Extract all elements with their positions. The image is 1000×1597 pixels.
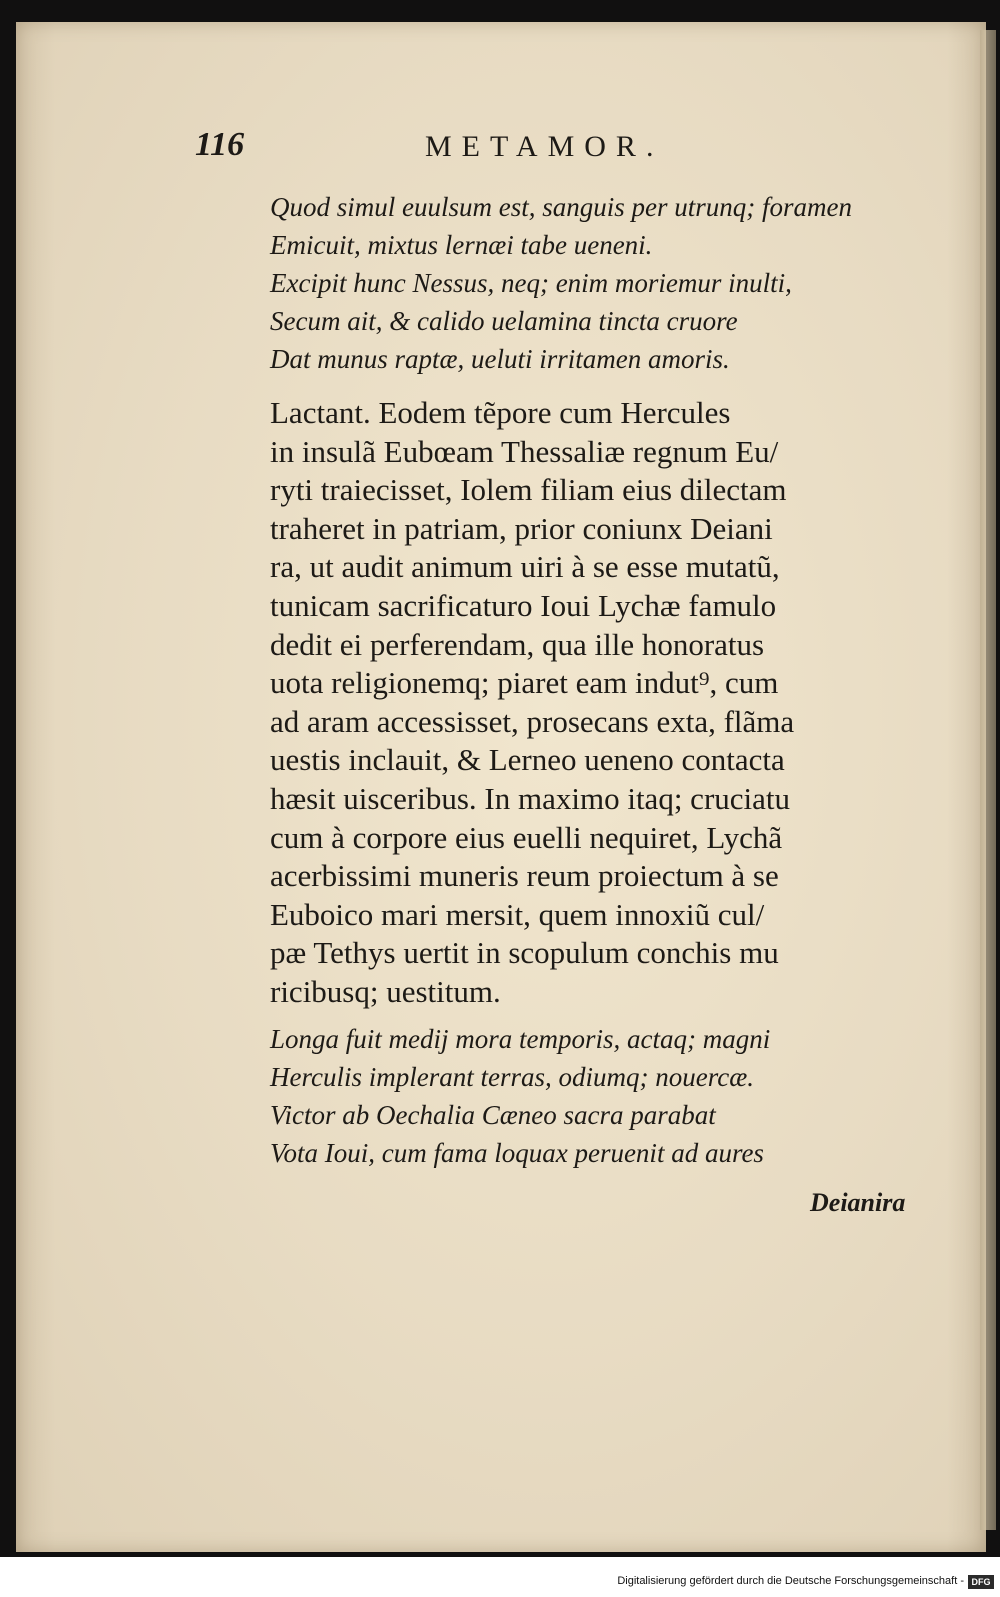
verse-block-1 [270, 188, 910, 378]
prose-line: ricibusq; uestitum. [270, 973, 501, 1009]
prose-line: ryti traiecisset, Iolem filiam eius dilectam [270, 472, 787, 508]
verse-line: Secum ait, & calido uelamina tincta cruore [270, 306, 738, 336]
verse-line: Vota Ioui, cum fama loquax peruenit ad aures [270, 1138, 764, 1168]
prose-line: traheret in patriam, prior coniunx Deiani [270, 510, 773, 546]
page-header [195, 126, 755, 166]
prose-line: cum à corpore eius euelli nequiret, Lychã [270, 819, 783, 855]
prose-line: Euboico mari mersit, quem innoxiũ cul/ [270, 896, 765, 932]
dfg-logo: DFG [968, 1575, 994, 1589]
verse-line: Quod simul euulsum est, sanguis per utrunq; foramen [270, 192, 852, 222]
footer-strip [0, 1557, 1000, 1597]
prose-line: uestis inclauit, & Lerneo ueneno contacta [270, 742, 785, 778]
verse-line: Dat munus raptæ, ueluti irritamen amoris. [270, 344, 730, 374]
page-edge [980, 30, 996, 1530]
prose-line: ra, ut audit animum uiri à se esse mutatũ, [270, 549, 780, 585]
prose-line: dedit ei perferendam, qua ille honoratus [270, 626, 765, 662]
page-number: 116 [195, 126, 245, 163]
verse-block-2 [270, 1020, 910, 1172]
verse-line: Excipit hunc Nessus, neq; enim moriemur inulti, [270, 268, 792, 298]
prose-line: in insulã Eubœam Thessaliæ regnum Eu/ [270, 433, 779, 469]
prose-line: acerbissimi muneris reum proiectum à se [270, 858, 779, 894]
funding-attribution: Digitalisierung gefördert durch die Deutsche Forschungsgemeinschaft - [617, 1575, 964, 1587]
prose-line: uota religionemq; piaret eam indut⁹, cum [270, 665, 779, 701]
running-title: METAMOR. [425, 130, 664, 163]
prose-line: tunicam sacrificaturo Ioui Lychæ famulo [270, 587, 777, 623]
prose-line: Lactant. Eodem tẽpore cum Hercules [270, 395, 731, 430]
commentary-block [270, 394, 910, 1012]
prose-line: ad aram accessisset, prosecans exta, flãma [270, 703, 795, 739]
prose-line: hæsit uisceribus. In maximo itaq; cruciatu [270, 780, 791, 816]
verse-line: Longa fuit medij mora temporis, actaq; magni [270, 1024, 771, 1054]
verse-line: Emicuit, mixtus lernæi tabe ueneni. [270, 230, 653, 260]
prose-line: pæ Tethys uertit in scopulum conchis mu [270, 935, 779, 971]
verse-line: Victor ab Oechalia Cæneo sacra parabat [270, 1100, 716, 1130]
verse-line: Herculis implerant terras, odiumq; nouercæ. [270, 1062, 754, 1092]
catchword: Deianira [810, 1188, 906, 1217]
